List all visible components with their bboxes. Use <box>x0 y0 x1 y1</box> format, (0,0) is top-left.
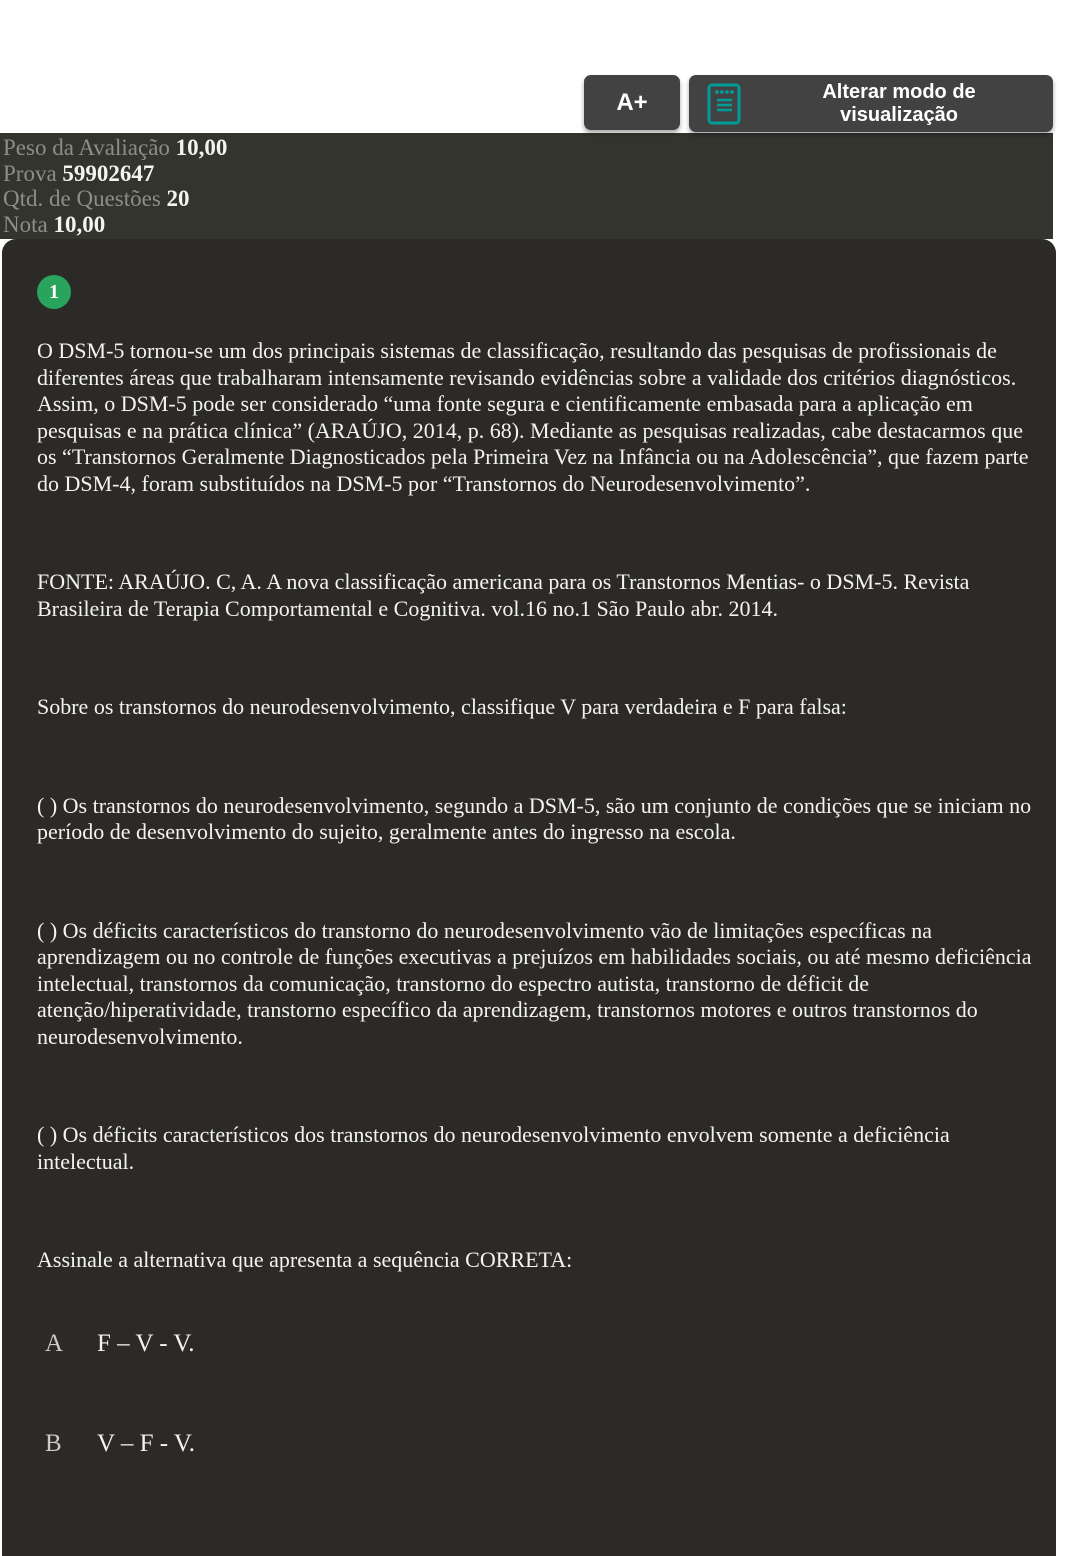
question-count-value: 20 <box>166 186 190 211</box>
question-count-label: Qtd. de Questões <box>3 186 167 211</box>
option-a-text: F – V - V. <box>97 1329 195 1357</box>
exam-id-label: Prova <box>3 160 63 186</box>
question-count-row <box>3 186 1053 212</box>
grade-label: Nota <box>3 211 54 237</box>
question-number-badge: 1 <box>37 275 71 309</box>
grade-value: 10,00 <box>53 211 106 237</box>
question-body <box>37 338 1034 1274</box>
question-statement-2: ( ) Os déficits característicos do transtorno do neurodesenvolvimento vão de limitações específicas na aprendizagem ou no controle de funções executivas a prejuízos em habilidades sociais, ou até mesmo deficiência intelectual, transtornos da comunicação, transtorno do espectro autista, transtorno de déficit de atenção/hiperatividade, transtorno específico da aprendizagem, transtornos motores e outros transtornos do neurodesenvolvimento. <box>37 917 1032 1049</box>
question-paragraph-main: O DSM-5 tornou-se um dos principais sistemas de classificação, resultando das pesquisas de profissionais de diferentes áreas que trabalharam intensamente revisando evidências sobre a validade dos critérios diagnósticos. Assim, o DSM-5 pode ser considerado “uma fonte segura e cientificamente embasada para a aplicação em pesquisas e na prática clínica” (ARAÚJO, 2014, p. 68). Mediante as pesquisas realizadas, cabe destacarmos que os “Transtornos Geralmente Diagnosticados pela Primeira Vez na Infância ou na Adolescência”, que fazem parte do DSM-4, foram substituídos na DSM-5 por “Transtornos do Neurodesenvolvimento”. <box>37 338 1029 496</box>
answer-option-b[interactable] <box>37 1430 1034 1458</box>
exam-weight-row <box>3 135 1053 161</box>
grade-row <box>3 212 1053 238</box>
exam-weight-value: 10,00 <box>175 135 228 160</box>
exam-id-row <box>3 161 1053 187</box>
answer-option-a[interactable] <box>37 1330 1034 1358</box>
option-b-text: V – F - V. <box>97 1429 195 1457</box>
question-card <box>2 239 1056 1556</box>
option-a-letter: A <box>45 1329 64 1357</box>
question-statement-3: ( ) Os déficits característicos dos transtornos do neurodesenvolvimento envolvem somente a deficiência intelectual. <box>37 1122 950 1174</box>
document-list-icon <box>707 83 741 125</box>
question-prompt: Assinale a alternativa que apresenta a sequência CORRETA: <box>37 1247 573 1272</box>
exam-info-panel <box>0 133 1053 239</box>
question-paragraph-instruction: Sobre os transtornos do neurodesenvolvimento, classifique V para verdadeira e F para falsa: <box>37 694 847 719</box>
exam-weight-label: Peso da Avaliação <box>3 135 176 160</box>
exam-id-value: 59902647 <box>62 160 155 186</box>
question-statement-1: ( ) Os transtornos do neurodesenvolvimento, segundo a DSM-5, são um conjunto de condições que se iniciam no período de desenvolvimento do sujeito, geralmente antes do ingresso na escola. <box>37 792 1032 844</box>
change-view-mode-label: Alterar modo de visualização <box>822 80 976 126</box>
question-paragraph-source: FONTE: ARAÚJO. C, A. A nova classificação americana para os Transtornos Mentias- o DSM-5. Revista Brasileira de Terapia Comportamental e Cognitiva. vol.16 no.1 São Paulo abr. 2014. <box>37 569 970 621</box>
toolbar <box>0 0 1065 131</box>
font-increase-button[interactable]: A+ <box>584 75 680 130</box>
change-view-mode-button[interactable] <box>689 75 1053 132</box>
option-b-letter: B <box>45 1429 62 1457</box>
